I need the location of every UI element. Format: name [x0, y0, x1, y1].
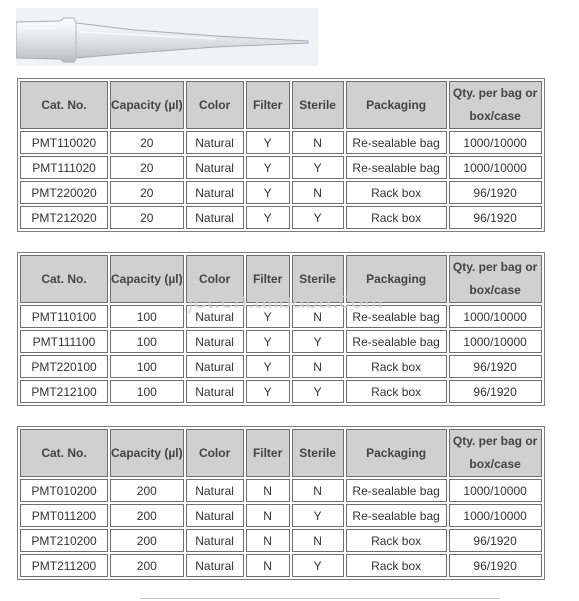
header-color: Color: [186, 255, 244, 303]
table-row: [20, 554, 542, 577]
cell-filter: N: [246, 554, 290, 577]
header-filter: Filter: [246, 429, 290, 477]
cell-color: Natural: [186, 131, 244, 154]
cell-packaging: Re-sealable bag: [346, 479, 447, 502]
cell-capacity: 200: [110, 504, 184, 527]
cell-qty: 1000/10000: [449, 305, 542, 328]
cell-cat-no: PMT211200: [20, 554, 108, 577]
header-qty-line2: box/case: [469, 457, 521, 471]
cell-cat-no: PMT212020: [20, 206, 108, 229]
pipette-tip-illustration: [16, 8, 318, 66]
table-header-row: [20, 429, 542, 477]
cell-filter: Y: [246, 206, 290, 229]
cell-cat-no: PMT111020: [20, 156, 108, 179]
header-qty-line2: box/case: [469, 109, 521, 123]
header-qty: [449, 81, 542, 129]
table-row: [20, 529, 542, 552]
cell-cat-no: PMT220100: [20, 355, 108, 378]
cell-qty: 1000/10000: [449, 156, 542, 179]
cell-color: Natural: [186, 156, 244, 179]
cell-sterile: N: [292, 355, 344, 378]
cell-color: Natural: [186, 479, 244, 502]
cell-packaging: Rack box: [346, 206, 447, 229]
cell-filter: N: [246, 504, 290, 527]
cell-packaging: Re-sealable bag: [346, 156, 447, 179]
cell-capacity: 200: [110, 479, 184, 502]
pipette-tip-image: [16, 8, 318, 66]
cell-packaging: Re-sealable bag: [346, 131, 447, 154]
header-packaging: Packaging: [346, 255, 447, 303]
cell-qty: 96/1920: [449, 355, 542, 378]
header-packaging: Packaging: [346, 81, 447, 129]
cell-sterile: Y: [292, 206, 344, 229]
cell-sterile: Y: [292, 156, 344, 179]
table-row: [20, 131, 542, 154]
cell-filter: Y: [246, 181, 290, 204]
table-row: [20, 156, 542, 179]
cell-qty: 96/1920: [449, 206, 542, 229]
cell-capacity: 100: [110, 305, 184, 328]
cell-capacity: 200: [110, 529, 184, 552]
cell-sterile: N: [292, 181, 344, 204]
header-filter: Filter: [246, 255, 290, 303]
cell-packaging: Rack box: [346, 529, 447, 552]
table-row: [20, 380, 542, 403]
cell-color: Natural: [186, 529, 244, 552]
header-qty: [449, 255, 542, 303]
cell-qty: 1000/10000: [449, 504, 542, 527]
header-capacity: Capacity (µl): [110, 429, 184, 477]
cell-qty: 96/1920: [449, 181, 542, 204]
cell-cat-no: PMT110100: [20, 305, 108, 328]
cell-capacity: 20: [110, 181, 184, 204]
table-row: [20, 504, 542, 527]
header-packaging: Packaging: [346, 429, 447, 477]
header-qty-line1: Qty. per bag or: [452, 434, 538, 448]
cell-filter: Y: [246, 131, 290, 154]
cell-packaging: Rack box: [346, 554, 447, 577]
cell-cat-no: PMT010200: [20, 479, 108, 502]
cell-packaging: Rack box: [346, 380, 447, 403]
cell-packaging: Re-sealable bag: [346, 330, 447, 353]
cell-color: Natural: [186, 504, 244, 527]
cell-qty: 96/1920: [449, 554, 542, 577]
cell-filter: Y: [246, 380, 290, 403]
header-sterile: Sterile: [292, 429, 344, 477]
cell-filter: Y: [246, 330, 290, 353]
product-spec-table-1: [17, 78, 545, 232]
watermark: jet.en.alibaba.com: [188, 287, 384, 313]
cell-filter: N: [246, 479, 290, 502]
cell-filter: Y: [246, 355, 290, 378]
cell-packaging: Rack box: [346, 355, 447, 378]
cell-qty: 96/1920: [449, 380, 542, 403]
header-color: Color: [186, 429, 244, 477]
cell-qty: 1000/10000: [449, 131, 542, 154]
header-sterile: Sterile: [292, 255, 344, 303]
header-color: Color: [186, 81, 244, 129]
table-row: [20, 330, 542, 353]
cell-cat-no: PMT110020: [20, 131, 108, 154]
cell-sterile: N: [292, 305, 344, 328]
cell-capacity: 20: [110, 206, 184, 229]
header-capacity: Capacity (µl): [110, 81, 184, 129]
cell-sterile: Y: [292, 380, 344, 403]
cell-color: Natural: [186, 305, 244, 328]
header-capacity: Capacity (µl): [110, 255, 184, 303]
cell-color: Natural: [186, 380, 244, 403]
cell-sterile: Y: [292, 330, 344, 353]
table-header-row: [20, 81, 542, 129]
cell-filter: N: [246, 529, 290, 552]
cell-color: Natural: [186, 206, 244, 229]
header-qty-line1: Qty. per bag or: [452, 260, 538, 274]
cell-capacity: 200: [110, 554, 184, 577]
cell-sterile: N: [292, 529, 344, 552]
cell-sterile: Y: [292, 504, 344, 527]
cell-qty: 96/1920: [449, 529, 542, 552]
cell-cat-no: PMT011200: [20, 504, 108, 527]
table-row: [20, 206, 542, 229]
table-row: [20, 479, 542, 502]
cell-packaging: Re-sealable bag: [346, 305, 447, 328]
cell-sterile: Y: [292, 554, 344, 577]
cell-capacity: 20: [110, 156, 184, 179]
product-spec-table-3: [17, 426, 545, 580]
cell-filter: Y: [246, 156, 290, 179]
header-qty-line2: box/case: [469, 283, 521, 297]
table-row: [20, 181, 542, 204]
cell-capacity: 100: [110, 355, 184, 378]
cell-packaging: Rack box: [346, 181, 447, 204]
cell-sterile: N: [292, 131, 344, 154]
cell-color: Natural: [186, 355, 244, 378]
product-spec-table-2: [17, 252, 545, 406]
table-row: [20, 355, 542, 378]
cell-packaging: Re-sealable bag: [346, 504, 447, 527]
cell-qty: 1000/10000: [449, 330, 542, 353]
header-qty-line1: Qty. per bag or: [452, 86, 538, 100]
header-cat-no: Cat. No.: [20, 429, 108, 477]
cell-qty: 1000/10000: [449, 479, 542, 502]
cell-sterile: N: [292, 479, 344, 502]
cell-color: Natural: [186, 181, 244, 204]
header-filter: Filter: [246, 81, 290, 129]
cell-cat-no: PMT220020: [20, 181, 108, 204]
header-cat-no: Cat. No.: [20, 255, 108, 303]
cell-color: Natural: [186, 554, 244, 577]
header-cat-no: Cat. No.: [20, 81, 108, 129]
cell-capacity: 100: [110, 330, 184, 353]
cell-capacity: 20: [110, 131, 184, 154]
bottom-divider: [140, 598, 500, 599]
cell-cat-no: PMT212100: [20, 380, 108, 403]
cell-capacity: 100: [110, 380, 184, 403]
cell-cat-no: PMT210200: [20, 529, 108, 552]
cell-cat-no: PMT111100: [20, 330, 108, 353]
header-sterile: Sterile: [292, 81, 344, 129]
cell-filter: Y: [246, 305, 290, 328]
header-qty: [449, 429, 542, 477]
cell-color: Natural: [186, 330, 244, 353]
